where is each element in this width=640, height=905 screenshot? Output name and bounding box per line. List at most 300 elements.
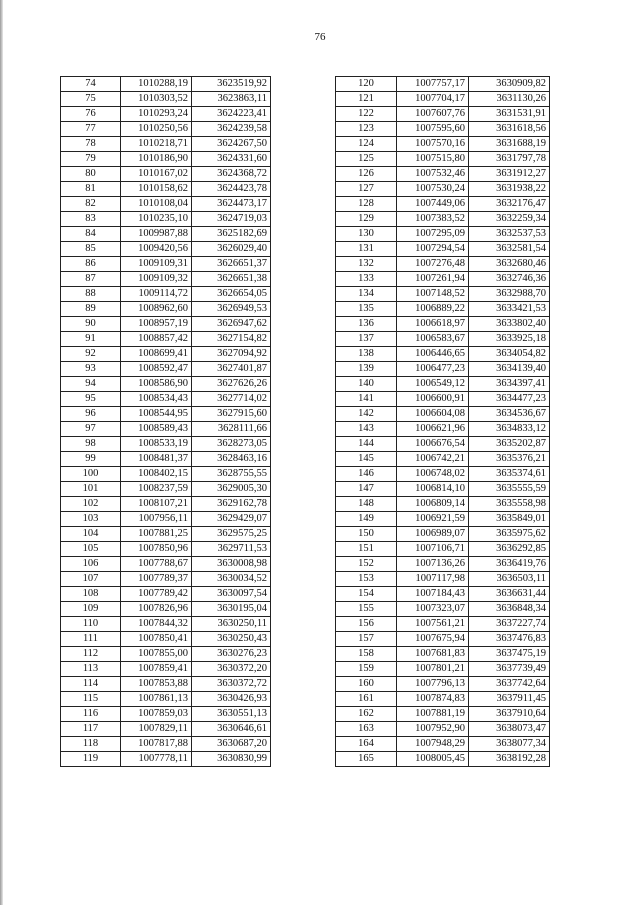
- y-coordinate-cell: 3629575,25: [192, 527, 271, 542]
- table-row: [336, 302, 550, 317]
- x-coordinate-cell: 1006618,97: [397, 317, 469, 332]
- table-row: [336, 572, 550, 587]
- y-coordinate-cell: 3634833,12: [469, 422, 550, 437]
- table-row: [336, 182, 550, 197]
- table-row: [336, 557, 550, 572]
- table-row: [336, 257, 550, 272]
- x-coordinate-cell: 1010288,19: [121, 77, 192, 92]
- x-coordinate-cell: 1007948,29: [397, 737, 469, 752]
- y-coordinate-cell: 3625182,69: [192, 227, 271, 242]
- point-number-cell: 108: [61, 587, 121, 602]
- point-number-cell: 97: [61, 422, 121, 437]
- y-coordinate-cell: 3632259,34: [469, 212, 550, 227]
- y-coordinate-cell: 3627094,92: [192, 347, 271, 362]
- point-number-cell: 116: [61, 707, 121, 722]
- point-number-cell: 150: [336, 527, 397, 542]
- point-number-cell: 90: [61, 317, 121, 332]
- point-number-cell: 126: [336, 167, 397, 182]
- table-row: [61, 77, 271, 92]
- point-number-cell: 76: [61, 107, 121, 122]
- coordinates-table-right: [335, 76, 550, 767]
- y-coordinate-cell: 3629162,78: [192, 497, 271, 512]
- y-coordinate-cell: 3630250,43: [192, 632, 271, 647]
- table-row: [61, 272, 271, 287]
- y-coordinate-cell: 3635975,62: [469, 527, 550, 542]
- x-coordinate-cell: 1008589,43: [121, 422, 192, 437]
- table-row: [61, 392, 271, 407]
- table-row: [61, 107, 271, 122]
- point-number-cell: 83: [61, 212, 121, 227]
- table-row: [336, 167, 550, 182]
- table-row: [61, 182, 271, 197]
- x-coordinate-cell: 1007595,60: [397, 122, 469, 137]
- x-coordinate-cell: 1006604,08: [397, 407, 469, 422]
- y-coordinate-cell: 3631912,27: [469, 167, 550, 182]
- point-number-cell: 153: [336, 572, 397, 587]
- y-coordinate-cell: 3626947,62: [192, 317, 271, 332]
- x-coordinate-cell: 1006989,07: [397, 527, 469, 542]
- x-coordinate-cell: 1010167,02: [121, 167, 192, 182]
- coordinates-table-right-body: [336, 77, 550, 767]
- x-coordinate-cell: 1006748,02: [397, 467, 469, 482]
- y-coordinate-cell: 3637910,64: [469, 707, 550, 722]
- y-coordinate-cell: 3630008,98: [192, 557, 271, 572]
- x-coordinate-cell: 1007106,71: [397, 542, 469, 557]
- point-number-cell: 100: [61, 467, 121, 482]
- point-number-cell: 118: [61, 737, 121, 752]
- y-coordinate-cell: 3633421,53: [469, 302, 550, 317]
- point-number-cell: 104: [61, 527, 121, 542]
- y-coordinate-cell: 3634536,67: [469, 407, 550, 422]
- table-row: [61, 242, 271, 257]
- table-row: [61, 707, 271, 722]
- point-number-cell: 133: [336, 272, 397, 287]
- point-number-cell: 110: [61, 617, 121, 632]
- y-coordinate-cell: 3630372,72: [192, 677, 271, 692]
- x-coordinate-cell: 1007704,17: [397, 92, 469, 107]
- point-number-cell: 92: [61, 347, 121, 362]
- x-coordinate-cell: 1008107,21: [121, 497, 192, 512]
- table-row: [336, 227, 550, 242]
- x-coordinate-cell: 1009109,32: [121, 272, 192, 287]
- point-number-cell: 87: [61, 272, 121, 287]
- point-number-cell: 134: [336, 287, 397, 302]
- x-coordinate-cell: 1007956,11: [121, 512, 192, 527]
- y-coordinate-cell: 3638073,47: [469, 722, 550, 737]
- x-coordinate-cell: 1008481,37: [121, 452, 192, 467]
- y-coordinate-cell: 3630034,52: [192, 572, 271, 587]
- x-coordinate-cell: 1007117,98: [397, 572, 469, 587]
- x-coordinate-cell: 1007829,11: [121, 722, 192, 737]
- point-number-cell: 145: [336, 452, 397, 467]
- y-coordinate-cell: 3634397,41: [469, 377, 550, 392]
- y-coordinate-cell: 3635555,59: [469, 482, 550, 497]
- x-coordinate-cell: 1009987,88: [121, 227, 192, 242]
- x-coordinate-cell: 1006889,22: [397, 302, 469, 317]
- y-coordinate-cell: 3629711,53: [192, 542, 271, 557]
- coordinates-table-left: [60, 76, 271, 767]
- x-coordinate-cell: 1007874,83: [397, 692, 469, 707]
- y-coordinate-cell: 3626651,38: [192, 272, 271, 287]
- point-number-cell: 158: [336, 647, 397, 662]
- table-row: [336, 677, 550, 692]
- table-row: [61, 302, 271, 317]
- table-row: [61, 512, 271, 527]
- x-coordinate-cell: 1007757,17: [397, 77, 469, 92]
- point-number-cell: 125: [336, 152, 397, 167]
- table-row: [61, 572, 271, 587]
- x-coordinate-cell: 1007881,19: [397, 707, 469, 722]
- x-coordinate-cell: 1007844,32: [121, 617, 192, 632]
- x-coordinate-cell: 1007881,25: [121, 527, 192, 542]
- x-coordinate-cell: 1006809,14: [397, 497, 469, 512]
- y-coordinate-cell: 3636419,76: [469, 557, 550, 572]
- point-number-cell: 113: [61, 662, 121, 677]
- y-coordinate-cell: 3634139,40: [469, 362, 550, 377]
- point-number-cell: 138: [336, 347, 397, 362]
- y-coordinate-cell: 3626949,53: [192, 302, 271, 317]
- point-number-cell: 162: [336, 707, 397, 722]
- y-coordinate-cell: 3630551,13: [192, 707, 271, 722]
- x-coordinate-cell: 1010186,90: [121, 152, 192, 167]
- table-row: [61, 227, 271, 242]
- point-number-cell: 93: [61, 362, 121, 377]
- y-coordinate-cell: 3630426,93: [192, 692, 271, 707]
- y-coordinate-cell: 3635202,87: [469, 437, 550, 452]
- table-row: [336, 377, 550, 392]
- table-row: [61, 482, 271, 497]
- table-row: [336, 437, 550, 452]
- y-coordinate-cell: 3630097,54: [192, 587, 271, 602]
- table-row: [61, 347, 271, 362]
- y-coordinate-cell: 3635376,21: [469, 452, 550, 467]
- point-number-cell: 163: [336, 722, 397, 737]
- y-coordinate-cell: 3630276,23: [192, 647, 271, 662]
- x-coordinate-cell: 1007294,54: [397, 242, 469, 257]
- x-coordinate-cell: 1010293,24: [121, 107, 192, 122]
- y-coordinate-cell: 3638192,28: [469, 752, 550, 767]
- x-coordinate-cell: 1009109,31: [121, 257, 192, 272]
- point-number-cell: 91: [61, 332, 121, 347]
- point-number-cell: 95: [61, 392, 121, 407]
- x-coordinate-cell: 1007855,00: [121, 647, 192, 662]
- table-row: [336, 737, 550, 752]
- x-coordinate-cell: 1009420,56: [121, 242, 192, 257]
- table-row: [336, 362, 550, 377]
- point-number-cell: 148: [336, 497, 397, 512]
- table-row: [336, 422, 550, 437]
- y-coordinate-cell: 3630250,11: [192, 617, 271, 632]
- x-coordinate-cell: 1007261,94: [397, 272, 469, 287]
- x-coordinate-cell: 1006921,59: [397, 512, 469, 527]
- y-coordinate-cell: 3624473,17: [192, 197, 271, 212]
- y-coordinate-cell: 3637911,45: [469, 692, 550, 707]
- y-coordinate-cell: 3636503,11: [469, 572, 550, 587]
- table-row: [336, 707, 550, 722]
- point-number-cell: 156: [336, 617, 397, 632]
- x-coordinate-cell: 1007850,96: [121, 542, 192, 557]
- x-coordinate-cell: 1007148,52: [397, 287, 469, 302]
- y-coordinate-cell: 3628463,16: [192, 452, 271, 467]
- point-number-cell: 101: [61, 482, 121, 497]
- x-coordinate-cell: 1007276,48: [397, 257, 469, 272]
- x-coordinate-cell: 1008699,41: [121, 347, 192, 362]
- table-row: [61, 452, 271, 467]
- x-coordinate-cell: 1007853,88: [121, 677, 192, 692]
- y-coordinate-cell: 3627154,82: [192, 332, 271, 347]
- table-row: [336, 392, 550, 407]
- y-coordinate-cell: 3638077,34: [469, 737, 550, 752]
- y-coordinate-cell: 3637739,49: [469, 662, 550, 677]
- point-number-cell: 132: [336, 257, 397, 272]
- x-coordinate-cell: 1006600,91: [397, 392, 469, 407]
- point-number-cell: 146: [336, 467, 397, 482]
- point-number-cell: 105: [61, 542, 121, 557]
- table-row: [336, 722, 550, 737]
- table-row: [61, 692, 271, 707]
- y-coordinate-cell: 3630909,82: [469, 77, 550, 92]
- y-coordinate-cell: 3629429,07: [192, 512, 271, 527]
- y-coordinate-cell: 3627714,02: [192, 392, 271, 407]
- point-number-cell: 128: [336, 197, 397, 212]
- y-coordinate-cell: 3627401,87: [192, 362, 271, 377]
- point-number-cell: 77: [61, 122, 121, 137]
- x-coordinate-cell: 1010108,04: [121, 197, 192, 212]
- point-number-cell: 75: [61, 92, 121, 107]
- y-coordinate-cell: 3637227,74: [469, 617, 550, 632]
- y-coordinate-cell: 3630195,04: [192, 602, 271, 617]
- point-number-cell: 157: [336, 632, 397, 647]
- y-coordinate-cell: 3624223,41: [192, 107, 271, 122]
- point-number-cell: 120: [336, 77, 397, 92]
- x-coordinate-cell: 1010303,52: [121, 92, 192, 107]
- table-row: [336, 527, 550, 542]
- y-coordinate-cell: 3628273,05: [192, 437, 271, 452]
- point-number-cell: 99: [61, 452, 121, 467]
- point-number-cell: 107: [61, 572, 121, 587]
- y-coordinate-cell: 3631938,22: [469, 182, 550, 197]
- table-row: [61, 677, 271, 692]
- y-coordinate-cell: 3624423,78: [192, 182, 271, 197]
- y-coordinate-cell: 3636292,85: [469, 542, 550, 557]
- x-coordinate-cell: 1008237,59: [121, 482, 192, 497]
- point-number-cell: 111: [61, 632, 121, 647]
- x-coordinate-cell: 1007850,41: [121, 632, 192, 647]
- y-coordinate-cell: 3637475,19: [469, 647, 550, 662]
- table-row: [336, 542, 550, 557]
- point-number-cell: 117: [61, 722, 121, 737]
- y-coordinate-cell: 3637742,64: [469, 677, 550, 692]
- x-coordinate-cell: 1007530,24: [397, 182, 469, 197]
- x-coordinate-cell: 1008957,19: [121, 317, 192, 332]
- coordinates-table-left-body: [61, 77, 271, 767]
- point-number-cell: 78: [61, 137, 121, 152]
- x-coordinate-cell: 1006621,96: [397, 422, 469, 437]
- table-row: [61, 212, 271, 227]
- table-row: [61, 467, 271, 482]
- y-coordinate-cell: 3630372,20: [192, 662, 271, 677]
- table-row: [61, 362, 271, 377]
- y-coordinate-cell: 3627915,60: [192, 407, 271, 422]
- point-number-cell: 136: [336, 317, 397, 332]
- point-number-cell: 142: [336, 407, 397, 422]
- table-row: [336, 152, 550, 167]
- y-coordinate-cell: 3631531,91: [469, 107, 550, 122]
- table-row: [336, 407, 550, 422]
- x-coordinate-cell: 1006549,12: [397, 377, 469, 392]
- x-coordinate-cell: 1008005,45: [397, 752, 469, 767]
- x-coordinate-cell: 1006676,54: [397, 437, 469, 452]
- y-coordinate-cell: 3627626,26: [192, 377, 271, 392]
- table-row: [336, 617, 550, 632]
- x-coordinate-cell: 1009114,72: [121, 287, 192, 302]
- y-coordinate-cell: 3635849,01: [469, 512, 550, 527]
- y-coordinate-cell: 3626029,40: [192, 242, 271, 257]
- point-number-cell: 119: [61, 752, 121, 767]
- y-coordinate-cell: 3623519,92: [192, 77, 271, 92]
- y-coordinate-cell: 3637476,83: [469, 632, 550, 647]
- point-number-cell: 143: [336, 422, 397, 437]
- table-row: [336, 602, 550, 617]
- point-number-cell: 85: [61, 242, 121, 257]
- table-row: [61, 587, 271, 602]
- y-coordinate-cell: 3633925,18: [469, 332, 550, 347]
- y-coordinate-cell: 3630830,99: [192, 752, 271, 767]
- x-coordinate-cell: 1008544,95: [121, 407, 192, 422]
- table-row: [61, 167, 271, 182]
- y-coordinate-cell: 3635374,61: [469, 467, 550, 482]
- table-row: [61, 422, 271, 437]
- x-coordinate-cell: 1010158,62: [121, 182, 192, 197]
- table-row: [336, 137, 550, 152]
- point-number-cell: 84: [61, 227, 121, 242]
- y-coordinate-cell: 3634477,23: [469, 392, 550, 407]
- point-number-cell: 88: [61, 287, 121, 302]
- table-row: [336, 632, 550, 647]
- table-row: [61, 527, 271, 542]
- table-row: [61, 437, 271, 452]
- y-coordinate-cell: 3632581,54: [469, 242, 550, 257]
- x-coordinate-cell: 1007826,96: [121, 602, 192, 617]
- table-row: [336, 92, 550, 107]
- table-row: [61, 122, 271, 137]
- x-coordinate-cell: 1007861,13: [121, 692, 192, 707]
- table-row: [61, 317, 271, 332]
- x-coordinate-cell: 1008533,19: [121, 437, 192, 452]
- point-number-cell: 140: [336, 377, 397, 392]
- point-number-cell: 80: [61, 167, 121, 182]
- point-number-cell: 141: [336, 392, 397, 407]
- x-coordinate-cell: 1007859,03: [121, 707, 192, 722]
- point-number-cell: 89: [61, 302, 121, 317]
- table-row: [61, 617, 271, 632]
- table-row: [61, 737, 271, 752]
- x-coordinate-cell: 1006583,67: [397, 332, 469, 347]
- y-coordinate-cell: 3633802,40: [469, 317, 550, 332]
- table-row: [61, 602, 271, 617]
- table-row: [61, 407, 271, 422]
- table-row: [336, 692, 550, 707]
- table-row: [336, 752, 550, 767]
- table-row: [61, 152, 271, 167]
- point-number-cell: 159: [336, 662, 397, 677]
- x-coordinate-cell: 1010235,10: [121, 212, 192, 227]
- point-number-cell: 139: [336, 362, 397, 377]
- x-coordinate-cell: 1010218,71: [121, 137, 192, 152]
- table-row: [336, 647, 550, 662]
- scan-edge-shadow: [0, 0, 3, 905]
- x-coordinate-cell: 1008586,90: [121, 377, 192, 392]
- table-row: [61, 647, 271, 662]
- x-coordinate-cell: 1007788,67: [121, 557, 192, 572]
- x-coordinate-cell: 1007295,09: [397, 227, 469, 242]
- point-number-cell: 112: [61, 647, 121, 662]
- point-number-cell: 109: [61, 602, 121, 617]
- x-coordinate-cell: 1007789,37: [121, 572, 192, 587]
- x-coordinate-cell: 1007561,21: [397, 617, 469, 632]
- y-coordinate-cell: 3628755,55: [192, 467, 271, 482]
- table-row: [336, 347, 550, 362]
- point-number-cell: 130: [336, 227, 397, 242]
- x-coordinate-cell: 1007515,80: [397, 152, 469, 167]
- table-row: [336, 482, 550, 497]
- x-coordinate-cell: 1006446,65: [397, 347, 469, 362]
- x-coordinate-cell: 1007323,07: [397, 602, 469, 617]
- y-coordinate-cell: 3626654,05: [192, 287, 271, 302]
- x-coordinate-cell: 1007681,83: [397, 647, 469, 662]
- table-row: [61, 497, 271, 512]
- table-row: [61, 752, 271, 767]
- point-number-cell: 149: [336, 512, 397, 527]
- table-row: [61, 542, 271, 557]
- point-number-cell: 98: [61, 437, 121, 452]
- table-row: [336, 107, 550, 122]
- x-coordinate-cell: 1008592,47: [121, 362, 192, 377]
- table-row: [61, 287, 271, 302]
- x-coordinate-cell: 1007675,94: [397, 632, 469, 647]
- x-coordinate-cell: 1007383,52: [397, 212, 469, 227]
- x-coordinate-cell: 1007532,46: [397, 167, 469, 182]
- point-number-cell: 122: [336, 107, 397, 122]
- x-coordinate-cell: 1007859,41: [121, 662, 192, 677]
- table-row: [61, 197, 271, 212]
- x-coordinate-cell: 1007952,90: [397, 722, 469, 737]
- y-coordinate-cell: 3630687,20: [192, 737, 271, 752]
- table-row: [336, 122, 550, 137]
- table-row: [61, 662, 271, 677]
- page-number: 76: [314, 31, 326, 43]
- y-coordinate-cell: 3631688,19: [469, 137, 550, 152]
- point-number-cell: 121: [336, 92, 397, 107]
- point-number-cell: 79: [61, 152, 121, 167]
- x-coordinate-cell: 1007607,76: [397, 107, 469, 122]
- point-number-cell: 86: [61, 257, 121, 272]
- y-coordinate-cell: 3635558,98: [469, 497, 550, 512]
- table-row: [336, 197, 550, 212]
- point-number-cell: 152: [336, 557, 397, 572]
- y-coordinate-cell: 3632176,47: [469, 197, 550, 212]
- x-coordinate-cell: 1010250,56: [121, 122, 192, 137]
- table-row: [61, 92, 271, 107]
- x-coordinate-cell: 1007136,26: [397, 557, 469, 572]
- point-number-cell: 82: [61, 197, 121, 212]
- y-coordinate-cell: 3632988,70: [469, 287, 550, 302]
- point-number-cell: 129: [336, 212, 397, 227]
- table-row: [336, 287, 550, 302]
- table-row: [336, 512, 550, 527]
- point-number-cell: 124: [336, 137, 397, 152]
- table-row: [336, 77, 550, 92]
